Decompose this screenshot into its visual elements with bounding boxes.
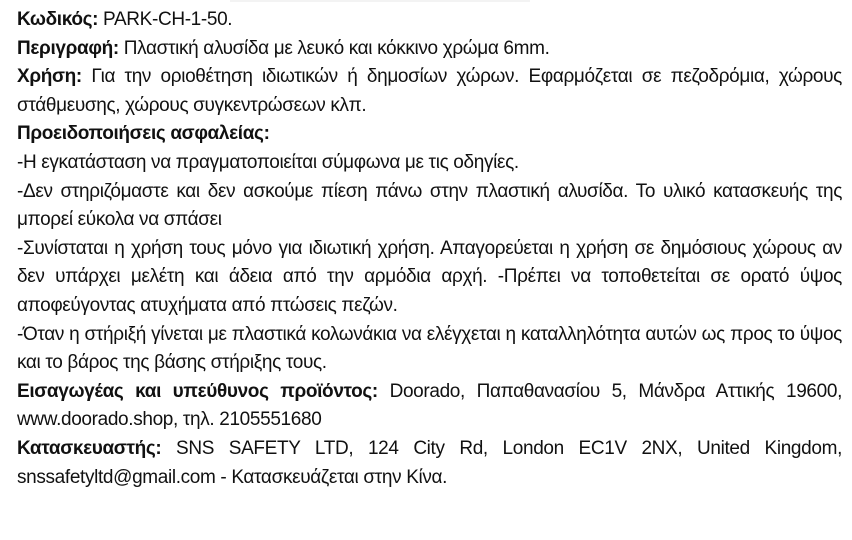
- product-description-label: Περιγραφή:: [17, 37, 119, 59]
- importer-label: Εισαγωγέας και υπεύθυνος προϊόντος:: [17, 380, 378, 402]
- manufacturer-paragraph: [17, 435, 842, 492]
- product-usage-label: Χρήση:: [17, 66, 82, 88]
- safety-warning-item: -Η εγκατάσταση να πραγματοποιείται σύμφωνα με τις οδηγίες.: [17, 151, 519, 173]
- top-edge-strip: [230, 0, 530, 2]
- product-description-value: Πλαστική αλυσίδα με λευκό και κόκκινο χρώμα 6mm.: [118, 37, 550, 59]
- product-info-document: [17, 6, 842, 492]
- product-description-line: [17, 35, 842, 64]
- importer-paragraph: [17, 378, 842, 435]
- manufacturer-value: SNS SAFETY LTD, 124 City Rd, London EC1V 2NX, United Kingdom, snssafetyltd@gmail.com - Κατασκευάζεται στην Κίνα.: [17, 437, 842, 488]
- importer-value: Doorado, Παπαθανασίου 5, Μάνδρα Αττικής 19600, www.doorado.shop, τηλ. 2105551680: [17, 380, 842, 431]
- product-code-value: PARK-CH-1-50.: [98, 9, 233, 30]
- product-usage-value: Για την οριοθέτηση ιδιωτικών ή δημοσίων χώρων. Εφαρμόζεται σε πεζοδρόμια, χώρους στάθμευσης, χώρους συγκεντρώσεων κλπ.: [17, 66, 842, 116]
- product-code-line: [17, 6, 842, 35]
- product-code-label: Κωδικός:: [17, 9, 99, 30]
- safety-warnings-heading: Προειδοποιήσεις ασφαλείας:: [17, 123, 270, 145]
- safety-warning-item: -Δεν στηριζόμαστε και δεν ασκούμε πίεση πάνω στην πλαστική αλυσίδα. Το υλικό κατασκευής της μπορεί εύκολα να σπάσει: [17, 180, 842, 231]
- manufacturer-label: Κατασκευαστής:: [17, 437, 162, 459]
- safety-warning-item: -Συνίσταται η χρήση τους μόνο για ιδιωτική χρήση. Απαγορεύεται η χρήση σε δημόσιους χώρους αν δεν υπάρχει μελέτη και άδεια από την αρμόδια αρχή. -Πρέπει να τοποθετείται σε ορατό ύψος αποφεύγοντας ατυχήματα από πτώσεις πεζών.: [17, 237, 842, 316]
- safety-warning-item: -Όταν η στήριξή γίνεται με πλαστικά κολωνάκια να ελέγχεται η καταλληλότητα αυτών ως προς το ύψος και το βάρος της βάσης στήριξης τους.: [17, 323, 842, 374]
- product-usage-paragraph: [17, 63, 842, 120]
